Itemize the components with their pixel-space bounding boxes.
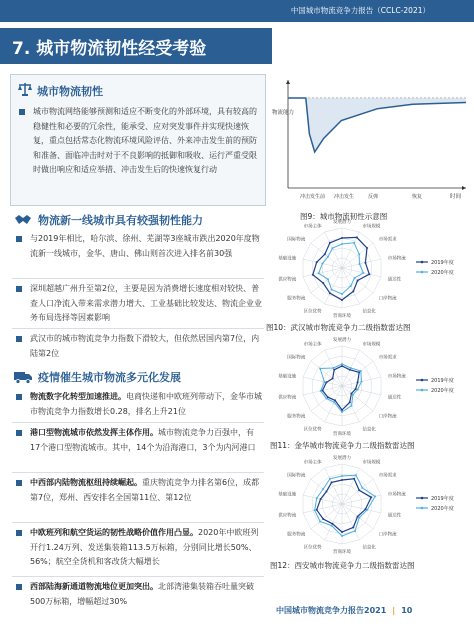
bullet-4-lead: 中欧班列和航空货运的韧性战略价值作用凸显。 [30, 528, 198, 537]
legend-label: 2019年度 [431, 496, 454, 502]
bullet-1-text: 电商快递和中欧班列带动下，金华市城市物流竞争力指数增长0.28，排名上升21位 [30, 392, 262, 416]
legend-marker [421, 271, 424, 274]
legend-label: 2020年度 [431, 388, 454, 394]
y-axis-arrow [286, 80, 290, 84]
page-number: 10 [401, 606, 413, 615]
radar-axis-label: 通达性 [387, 395, 402, 401]
radar-spoke [325, 468, 342, 504]
radar-axis-label: 信息化 [362, 427, 376, 433]
radar-axis-label: 基础设施 [278, 256, 297, 262]
figure-12-caption: 图12：西安城市物流竞争力二级指数雷达图 [270, 561, 415, 570]
bullet-square [16, 236, 22, 242]
resilience-text: 城市物流网络能够预测和适应不断变化的外部环境，具有较高的稳健性和必要的冗余性，能承受、应对突发事件并实现快速恢复，重点包括常态化物流环境风险评估、外来冲击发生前的预防和准备、面临冲击时对于不良影响的抵御和吸收、运行严重受限时做出响应和适应举措、冲击发生后的快速恢复行动 [33, 107, 257, 174]
radar-axis-label: 通达性 [387, 513, 402, 519]
divider [12, 278, 264, 279]
radar-spoke [342, 386, 359, 422]
radar-axis-label: 市场规模 [362, 224, 381, 230]
header-bar [0, 0, 474, 22]
radar-spoke [325, 504, 342, 540]
divider [12, 576, 264, 577]
wuhan-radar-chart [276, 216, 474, 324]
section2-bullet-3 [16, 332, 264, 362]
divider [12, 522, 264, 523]
radar-axis-label: 通达性 [387, 277, 402, 283]
bullet-3-lead: 中西部内陆物流枢纽持续崛起。 [30, 478, 142, 487]
radar-axis-label: 发展潜力 [333, 456, 351, 461]
footer-report-title: 中国城市物流竞争力报告2021 [276, 606, 387, 615]
radar-axis-label: 市场主体 [303, 460, 322, 466]
section-title: 7. 城市物流韧性经受考验 [12, 39, 207, 59]
phase-label-recovery: 恢复 [412, 194, 423, 200]
radar-axis-label: 市场物流 [387, 256, 406, 262]
radar-axis-label: 市场主体 [303, 342, 322, 348]
bullet-square [16, 584, 22, 590]
report-name: 中国城市物流竞争力报告（CCLC-2021） [290, 6, 430, 15]
section3-title: 疫情催生城市物流多元化发展 [38, 371, 181, 384]
x-axis-arrow [462, 186, 466, 190]
footer-divider: | [392, 606, 396, 615]
legend-label: 2019年度 [431, 260, 454, 266]
radar-axis-label: 市场主体 [303, 224, 322, 230]
radar-axis-label: 发展潜力 [333, 220, 351, 225]
divider [12, 472, 264, 473]
bullet-square [16, 430, 22, 436]
radar-axis-label: 供应物流 [278, 277, 297, 283]
radar-axis-label: 国际物流 [287, 473, 306, 479]
legend-marker [421, 507, 424, 510]
radar-axis-label: 市场需求 [378, 473, 397, 479]
divider [12, 422, 264, 423]
resilience-box-title: 城市物流韧性 [37, 85, 103, 98]
legend-marker [421, 497, 424, 500]
radar-axis-label: 营商环境 [333, 550, 351, 555]
legend-label: 2020年度 [431, 506, 454, 512]
bullet-square [16, 336, 22, 342]
bullet-square [16, 480, 22, 486]
y-axis-label: 物流能力 [272, 110, 295, 116]
radar-axis-label: 市场物流 [387, 492, 406, 498]
phase-label-rebound: 反弹 [368, 194, 379, 200]
impact-area [306, 98, 466, 152]
radar-axis-label: 发展潜力 [333, 338, 351, 343]
radar-axis-label: 区位优势 [303, 545, 322, 551]
delivery-truck-icon [14, 370, 32, 384]
radar-axis-label: 口岸物流 [378, 296, 397, 302]
bullet-square [16, 394, 22, 400]
radar-axis-label: 国际物流 [287, 355, 306, 361]
x-axis-label: 时间 [450, 194, 462, 200]
radar-axis-label: 区位优势 [303, 309, 322, 315]
radar-axis-label: 口岸物流 [378, 532, 397, 538]
radar-axis-label: 服务物流 [287, 296, 306, 302]
resilience-chart [270, 74, 470, 206]
radar-axis-label: 营商环境 [333, 314, 351, 319]
radar-axis-label: 市场物流 [387, 374, 406, 380]
radar-axis-label: 服务物流 [287, 414, 306, 420]
legend-marker [421, 379, 424, 382]
bullet-3-text: 重庆物流竞争力排名第6位，成都第7位，郑州、西安排名全国第11位、第12位 [30, 478, 260, 502]
radar-axis-label: 区位优势 [303, 427, 322, 433]
bullet-square [16, 530, 22, 536]
legend-marker [421, 261, 424, 264]
bullet-2-lead: 港口型物流城市依然发挥主体作用。 [30, 428, 158, 437]
legend-label: 2020年度 [431, 270, 454, 276]
xian-radar-chart [276, 452, 474, 560]
radar-spoke [325, 386, 342, 422]
bullet-4-text: 2020年中欧班列开行1.24万列、发送集装箱113.5万标箱，分别同比增长50%、56%；航空全货机和客改货大幅增长 [30, 528, 259, 566]
area-fill [306, 98, 466, 152]
radar-axis-label: 服务物流 [287, 532, 306, 538]
section2-title: 物流新一线城市具有较强韧性能力 [38, 214, 203, 227]
radar-axis-label: 国际物流 [287, 237, 306, 243]
bullet-1-lead: 物流数字化转型加速推进。 [30, 392, 126, 401]
divider [12, 328, 264, 329]
radar-axis-label: 供应物流 [278, 395, 297, 401]
phase-label-before: 冲击发生前 [300, 194, 326, 200]
bullet-2-text: 城市物流竞争力百强中，有17个港口型物流城市。其中，14个为沿海港口，3个为内河港口 [30, 428, 256, 452]
radar-axis-label: 市场需求 [378, 237, 397, 243]
bullet-5-text: 北部湾港集装箱吞吐量突破500万标箱，增幅超过30% [30, 582, 254, 606]
radar-axis-label: 信息化 [362, 545, 376, 551]
legend-marker [421, 389, 424, 392]
section2-bullet-1 [16, 232, 264, 276]
radar-axis-label: 口岸物流 [378, 414, 397, 420]
bullet-square [19, 109, 25, 115]
resilience-box [10, 74, 266, 206]
radar-axis-label: 市场规模 [362, 460, 381, 466]
section2-bullet-3-text: 武汉市的城市物流竞争力指数下滑较大，但依然居国内第7位，内陆第2位 [30, 334, 260, 358]
radar-axis-label: 营商环境 [333, 432, 351, 437]
radar-axis-label: 信息化 [362, 309, 376, 315]
jinhua-radar-chart [276, 334, 474, 442]
figure-11-caption: 图11：金华城市物流竞争力二级指数雷达图 [270, 441, 415, 450]
radar-axis-label: 市场需求 [378, 355, 397, 361]
phase-label-shock: 冲击发生 [334, 194, 355, 200]
bullet-square [16, 286, 22, 292]
section2-bullet-1-text: 与2019年相比，哈尔滨、徐州、芜湖等3座城市跌出2020年度物流新一线城市，金华、唐山、佛山则首次进入排名前30强 [30, 234, 260, 258]
footer [276, 605, 412, 616]
radar-axis-label: 基础设施 [278, 374, 297, 380]
section2-bullet-2-text: 深圳超越广州升至第2位，主要是因为消费增长速度相对较快、普查人口净流入带来需求潜力增大、工业基础比较发达、物流企业业务布局选择等因素影响 [30, 284, 262, 322]
figure-10-caption: 图10：武汉城市物流竞争力二级指数雷达图 [266, 323, 411, 332]
legend-label: 2019年度 [431, 378, 454, 384]
section-title-bar [0, 28, 272, 64]
bullet-5-lead: 西部陆海新通道物流地位更加突出。 [30, 582, 158, 591]
radar-axis-label: 市场规模 [362, 342, 381, 348]
section2-bullet-2 [16, 282, 264, 326]
figure-9-caption: 图9：城市物流韧性示意图 [300, 212, 388, 221]
handshake-icon [14, 213, 32, 227]
balance-scale-icon [17, 81, 33, 97]
radar-axis-label: 基础设施 [278, 492, 297, 498]
radar-axis-label: 供应物流 [278, 513, 297, 519]
